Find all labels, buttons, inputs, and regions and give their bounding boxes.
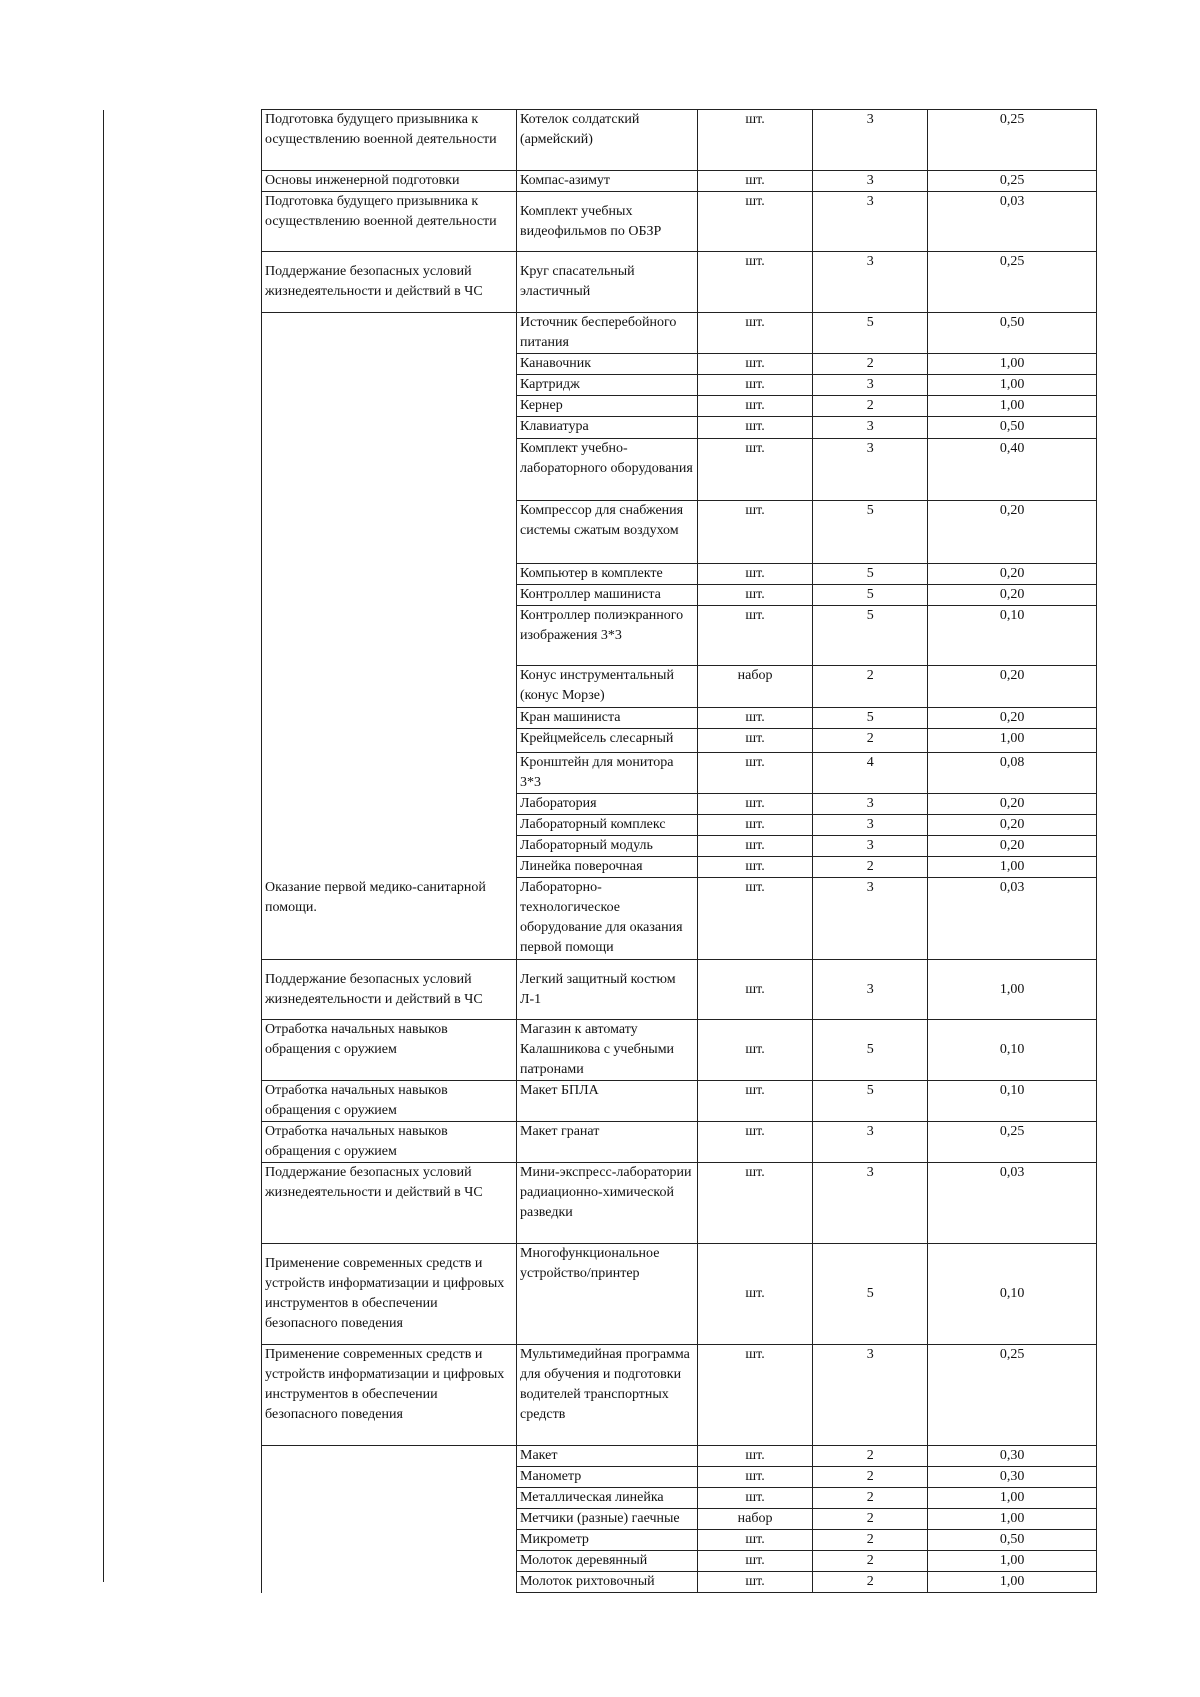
section-cell: Поддержание безопасных условий жизнедеятельности и действий в ЧС: [262, 1163, 517, 1244]
item-coefficient: 0,20: [928, 836, 1097, 857]
item-coefficient: 1,00: [928, 1572, 1097, 1593]
section-cell: [262, 439, 517, 501]
item-name: Линейка поверочная: [517, 857, 698, 878]
item-name: Кронштейн для монитора 3*3: [517, 753, 698, 794]
table-row: [262, 354, 1097, 375]
item-quantity: 2: [813, 729, 928, 753]
item-name: Молоток деревянный: [517, 1551, 698, 1572]
section-cell: Отработка начальных навыков обращения с оружием: [262, 1020, 517, 1081]
table-row: [262, 192, 1097, 252]
item-unit: шт.: [698, 836, 813, 857]
item-name: Комплект учебно-лабораторного оборудования: [517, 439, 698, 501]
item-name: Манометр: [517, 1467, 698, 1488]
section-cell: [262, 1509, 517, 1530]
item-coefficient: 1,00: [928, 729, 1097, 753]
item-quantity: 3: [813, 878, 928, 960]
item-name: Конус инструментальный (конус Морзе): [517, 666, 698, 708]
item-coefficient: 0,50: [928, 1530, 1097, 1551]
item-unit: шт.: [698, 1467, 813, 1488]
table-row: [262, 110, 1097, 171]
section-cell: Поддержание безопасных условий жизнедеятельности и действий в ЧС: [262, 960, 517, 1020]
item-unit: набор: [698, 666, 813, 708]
item-coefficient: 0,50: [928, 417, 1097, 439]
table-row: [262, 1509, 1097, 1530]
item-quantity: 2: [813, 1467, 928, 1488]
item-quantity: 5: [813, 606, 928, 666]
item-quantity: 2: [813, 1488, 928, 1509]
section-cell: [262, 501, 517, 564]
item-name: Контроллер полиэкранного изображения 3*3: [517, 606, 698, 666]
item-coefficient: 0,50: [928, 313, 1097, 354]
section-cell: [262, 354, 517, 375]
item-quantity: 2: [813, 857, 928, 878]
item-quantity: 3: [813, 171, 928, 192]
item-name: Источник бесперебойного питания: [517, 313, 698, 354]
item-unit: шт.: [698, 1345, 813, 1446]
item-coefficient: 0,25: [928, 1345, 1097, 1446]
item-coefficient: 1,00: [928, 354, 1097, 375]
item-quantity: 3: [813, 375, 928, 396]
item-quantity: 3: [813, 110, 928, 171]
section-cell: [262, 1530, 517, 1551]
table-row: [262, 1020, 1097, 1081]
item-unit: шт.: [698, 1446, 813, 1467]
item-unit: набор: [698, 1509, 813, 1530]
item-coefficient: 0,25: [928, 110, 1097, 171]
item-unit: шт.: [698, 313, 813, 354]
section-cell: [262, 815, 517, 836]
section-cell: [262, 729, 517, 753]
item-unit: шт.: [698, 375, 813, 396]
section-cell: [262, 606, 517, 666]
section-cell: Применение современных средств и устройств информатизации и цифровых инструментов в обеспечении безопасного поведения: [262, 1244, 517, 1345]
item-coefficient: 0,20: [928, 564, 1097, 585]
table-row: [262, 375, 1097, 396]
item-quantity: 3: [813, 192, 928, 252]
item-name: Мини-экспресс-лаборатории радиационно-химической разведки: [517, 1163, 698, 1244]
item-quantity: 5: [813, 564, 928, 585]
item-coefficient: 0,20: [928, 794, 1097, 815]
item-name: Многофункциональное устройство/принтер: [517, 1244, 698, 1345]
item-coefficient: 1,00: [928, 857, 1097, 878]
item-coefficient: 0,10: [928, 1020, 1097, 1081]
table-row: [262, 1122, 1097, 1163]
item-quantity: 3: [813, 960, 928, 1020]
item-name: Магазин к автомату Калашникова с учебными патронами: [517, 1020, 698, 1081]
item-quantity: 3: [813, 439, 928, 501]
item-coefficient: 1,00: [928, 396, 1097, 417]
item-name: Картридж: [517, 375, 698, 396]
item-quantity: 5: [813, 501, 928, 564]
item-unit: шт.: [698, 439, 813, 501]
table-row: [262, 1446, 1097, 1467]
table-row: [262, 585, 1097, 606]
table-row: [262, 396, 1097, 417]
item-coefficient: 0,08: [928, 753, 1097, 794]
item-name: Крейцмейсель слесарный: [517, 729, 698, 753]
item-quantity: 5: [813, 1081, 928, 1122]
section-cell: Отработка начальных навыков обращения с оружием: [262, 1122, 517, 1163]
item-name: Лабораторный модуль: [517, 836, 698, 857]
equipment-table-body: [262, 110, 1097, 1593]
table-row: [262, 171, 1097, 192]
item-name: Кран машиниста: [517, 708, 698, 729]
item-unit: шт.: [698, 1244, 813, 1345]
item-coefficient: 1,00: [928, 1509, 1097, 1530]
item-coefficient: 0,03: [928, 192, 1097, 252]
table-row: [262, 878, 1097, 960]
item-coefficient: 0,25: [928, 252, 1097, 313]
section-cell: [262, 417, 517, 439]
item-quantity: 2: [813, 1446, 928, 1467]
item-quantity: 2: [813, 1530, 928, 1551]
table-row: [262, 439, 1097, 501]
table-row: [262, 417, 1097, 439]
item-coefficient: 0,20: [928, 585, 1097, 606]
item-quantity: 3: [813, 252, 928, 313]
section-cell: [262, 313, 517, 354]
item-unit: шт.: [698, 878, 813, 960]
table-row: [262, 729, 1097, 753]
item-name: Лаборатория: [517, 794, 698, 815]
item-unit: шт.: [698, 753, 813, 794]
item-name: Круг спасательный эластичный: [517, 252, 698, 313]
table-row: [262, 1488, 1097, 1509]
item-coefficient: 0,03: [928, 878, 1097, 960]
item-coefficient: 0,25: [928, 1122, 1097, 1163]
item-coefficient: 0,40: [928, 439, 1097, 501]
item-name: Легкий защитный костюм Л-1: [517, 960, 698, 1020]
item-quantity: 3: [813, 794, 928, 815]
item-unit: шт.: [698, 171, 813, 192]
item-unit: шт.: [698, 501, 813, 564]
item-unit: шт.: [698, 606, 813, 666]
item-quantity: 3: [813, 1122, 928, 1163]
item-unit: шт.: [698, 1572, 813, 1593]
item-name: Компрессор для снабжения системы сжатым воздухом: [517, 501, 698, 564]
item-unit: шт.: [698, 960, 813, 1020]
item-coefficient: 0,20: [928, 501, 1097, 564]
item-name: Компьютер в комплекте: [517, 564, 698, 585]
item-quantity: 5: [813, 1020, 928, 1081]
item-quantity: 2: [813, 1572, 928, 1593]
section-cell: [262, 857, 517, 878]
table-row: [262, 836, 1097, 857]
section-cell: [262, 375, 517, 396]
item-name: Лабораторно-технологическое оборудование для оказания первой помощи: [517, 878, 698, 960]
item-unit: шт.: [698, 585, 813, 606]
item-quantity: 3: [813, 815, 928, 836]
item-coefficient: 1,00: [928, 960, 1097, 1020]
item-unit: шт.: [698, 794, 813, 815]
table-row: [262, 1244, 1097, 1345]
section-cell: [262, 1572, 517, 1593]
section-cell: [262, 564, 517, 585]
item-unit: шт.: [698, 857, 813, 878]
section-cell: Отработка начальных навыков обращения с оружием: [262, 1081, 517, 1122]
table-row: [262, 564, 1097, 585]
item-unit: шт.: [698, 396, 813, 417]
item-unit: шт.: [698, 1020, 813, 1081]
item-unit: шт.: [698, 564, 813, 585]
item-name: Клавиатура: [517, 417, 698, 439]
section-cell: Подготовка будущего призывника к осуществлению военной деятельности: [262, 110, 517, 171]
section-cell: [262, 1488, 517, 1509]
item-quantity: 4: [813, 753, 928, 794]
section-cell: Основы инженерной подготовки: [262, 171, 517, 192]
item-quantity: 2: [813, 396, 928, 417]
table-row: [262, 1345, 1097, 1446]
table-row: [262, 815, 1097, 836]
table-row: [262, 1081, 1097, 1122]
item-coefficient: 0,30: [928, 1467, 1097, 1488]
item-unit: шт.: [698, 729, 813, 753]
item-name: Комплект учебных видеофильмов по ОБЗР: [517, 192, 698, 252]
item-unit: шт.: [698, 192, 813, 252]
table-row: [262, 313, 1097, 354]
item-quantity: 3: [813, 1163, 928, 1244]
item-name: Котелок солдатский (армейский): [517, 110, 698, 171]
table-row: [262, 960, 1097, 1020]
table-row: [262, 857, 1097, 878]
item-coefficient: 1,00: [928, 375, 1097, 396]
section-cell: [262, 1446, 517, 1467]
item-unit: шт.: [698, 708, 813, 729]
item-name: Метчики (разные) гаечные: [517, 1509, 698, 1530]
table-row: [262, 1530, 1097, 1551]
item-name: Мультимедийная программа для обучения и подготовки водителей транспортных средств: [517, 1345, 698, 1446]
item-quantity: 5: [813, 585, 928, 606]
item-coefficient: 0,10: [928, 1244, 1097, 1345]
item-unit: шт.: [698, 417, 813, 439]
item-coefficient: 0,03: [928, 1163, 1097, 1244]
table-row: [262, 1163, 1097, 1244]
section-cell: Поддержание безопасных условий жизнедеятельности и действий в ЧС: [262, 252, 517, 313]
table-row: [262, 606, 1097, 666]
item-name: Кернер: [517, 396, 698, 417]
table-row: [262, 252, 1097, 313]
item-quantity: 2: [813, 1551, 928, 1572]
section-cell: Применение современных средств и устройств информатизации и цифровых инструментов в обеспечении безопасного поведения: [262, 1345, 517, 1446]
item-quantity: 2: [813, 1509, 928, 1530]
item-unit: шт.: [698, 354, 813, 375]
item-name: Металлическая линейка: [517, 1488, 698, 1509]
section-cell: [262, 708, 517, 729]
item-name: Лабораторный комплекс: [517, 815, 698, 836]
section-cell: Подготовка будущего призывника к осуществлению военной деятельности: [262, 192, 517, 252]
item-name: Микрометр: [517, 1530, 698, 1551]
item-unit: шт.: [698, 252, 813, 313]
table-row: [262, 753, 1097, 794]
section-cell: [262, 753, 517, 794]
item-coefficient: 0,10: [928, 1081, 1097, 1122]
table-row: [262, 1467, 1097, 1488]
section-cell: [262, 666, 517, 708]
item-coefficient: 0,10: [928, 606, 1097, 666]
item-name: Макет гранат: [517, 1122, 698, 1163]
section-cell: [262, 836, 517, 857]
table-row: [262, 666, 1097, 708]
item-quantity: 3: [813, 836, 928, 857]
item-coefficient: 1,00: [928, 1488, 1097, 1509]
item-coefficient: 1,00: [928, 1551, 1097, 1572]
item-unit: шт.: [698, 110, 813, 171]
item-unit: шт.: [698, 815, 813, 836]
table-row: [262, 794, 1097, 815]
section-cell: [262, 794, 517, 815]
item-name: Макет: [517, 1446, 698, 1467]
item-quantity: 3: [813, 1345, 928, 1446]
table-row: [262, 1551, 1097, 1572]
table-row: [262, 1572, 1097, 1593]
section-cell: [262, 1551, 517, 1572]
item-coefficient: 0,30: [928, 1446, 1097, 1467]
page-margin-line: [103, 110, 104, 1582]
section-cell: [262, 585, 517, 606]
item-coefficient: 0,20: [928, 666, 1097, 708]
item-quantity: 3: [813, 417, 928, 439]
table-row: [262, 501, 1097, 564]
item-quantity: 5: [813, 313, 928, 354]
section-cell: Оказание первой медико-санитарной помощи.: [262, 878, 517, 960]
item-name: Канавочник: [517, 354, 698, 375]
item-unit: шт.: [698, 1163, 813, 1244]
item-unit: шт.: [698, 1122, 813, 1163]
item-coefficient: 0,20: [928, 815, 1097, 836]
item-quantity: 5: [813, 708, 928, 729]
item-quantity: 2: [813, 666, 928, 708]
equipment-table: [261, 109, 1097, 1593]
item-name: Молоток рихтовочный: [517, 1572, 698, 1593]
item-name: Макет БПЛА: [517, 1081, 698, 1122]
item-name: Компас-азимут: [517, 171, 698, 192]
item-coefficient: 0,25: [928, 171, 1097, 192]
item-unit: шт.: [698, 1081, 813, 1122]
item-name: Контроллер машиниста: [517, 585, 698, 606]
section-cell: [262, 1467, 517, 1488]
item-unit: шт.: [698, 1488, 813, 1509]
item-quantity: 2: [813, 354, 928, 375]
item-unit: шт.: [698, 1530, 813, 1551]
item-coefficient: 0,20: [928, 708, 1097, 729]
item-unit: шт.: [698, 1551, 813, 1572]
section-cell: [262, 396, 517, 417]
table-row: [262, 708, 1097, 729]
item-quantity: 5: [813, 1244, 928, 1345]
